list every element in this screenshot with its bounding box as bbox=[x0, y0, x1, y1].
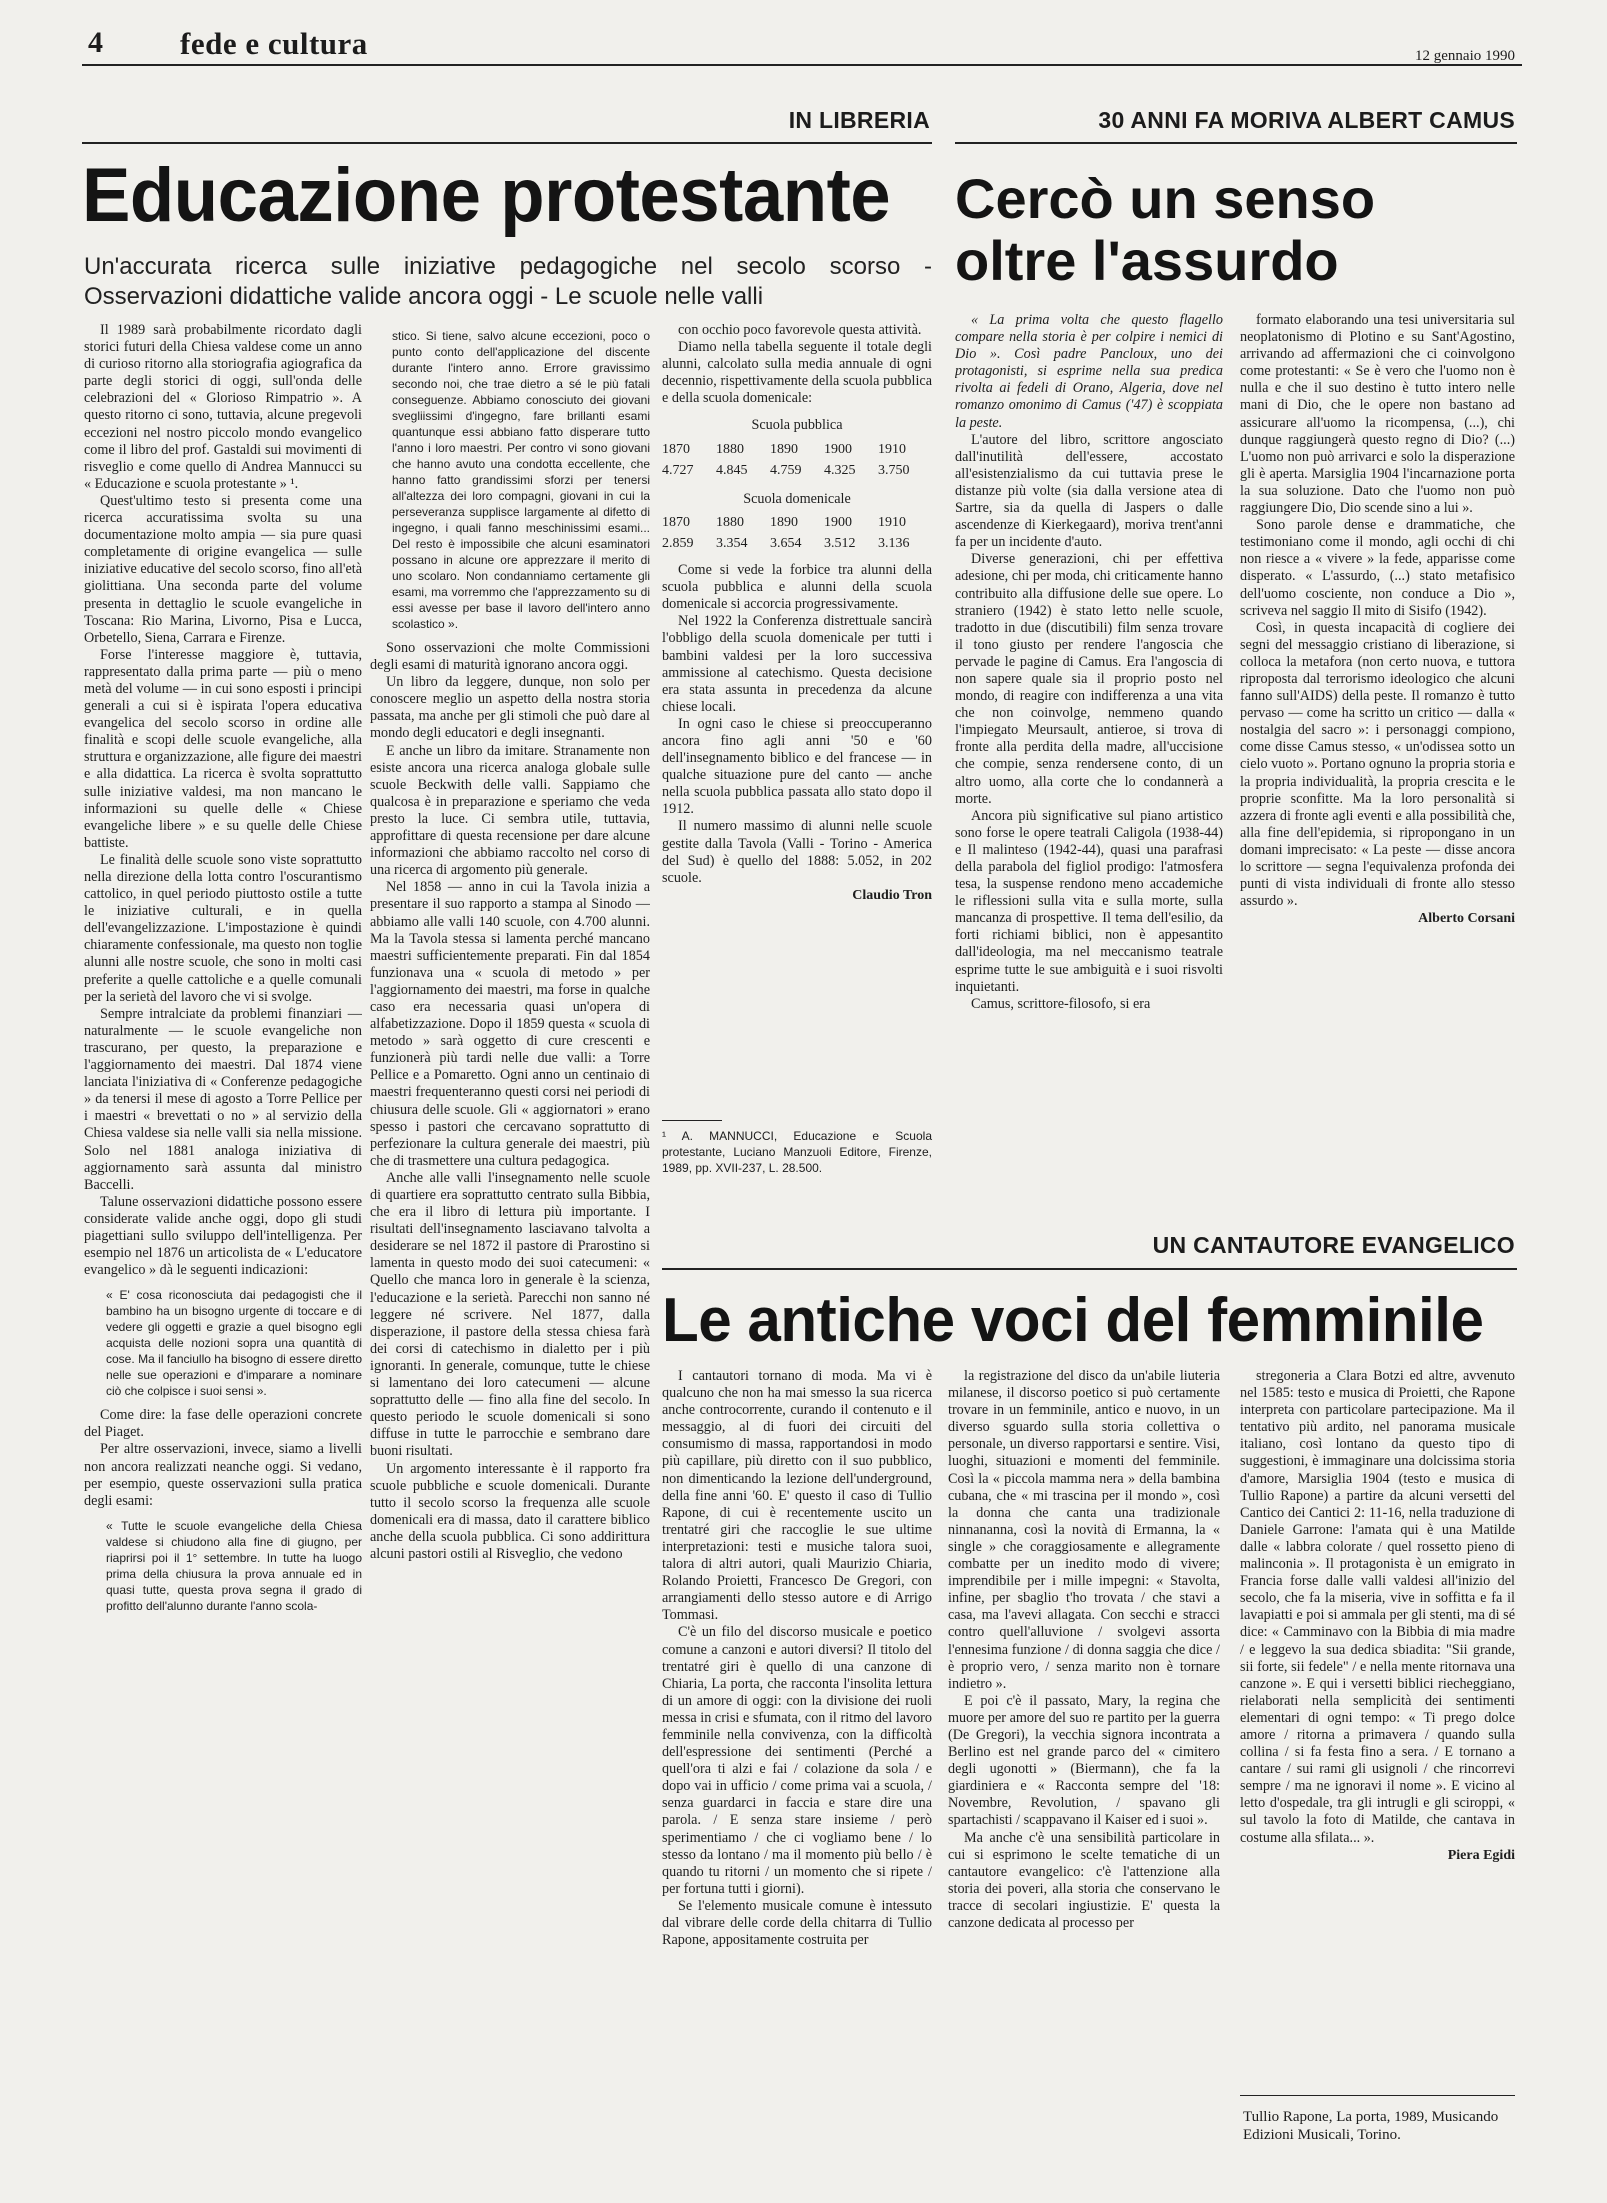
article1-paragraph: Le finalità delle scuole sono viste soprattutto nella direzione della lotta contro l'oscurantismo cattolico, in quel periodo piuttosto ostile a tutte le iniziative culturali, e in quella dell'evangelizzazione. L'impostazione è quindi chiaramente confessionale, ma questo non toglie alunni alle nostre scuole, che sono in molti casi preferite a quelle cattoliche e a quelle comunali per la serietà del lavoro che vi si svolge. bbox=[84, 851, 362, 1005]
article3-kicker-rule bbox=[662, 1268, 1517, 1270]
article1-deck: Un'accurata ricerca sulle iniziative pedagogiche nel secolo scorso - Osservazioni didattiche valide ancora oggi - Le scuole nelle valli bbox=[84, 253, 932, 310]
article3-paragraph: E poi c'è il passato, Mary, la regina che muore per amore del suo re partito per la guerra (De Gregori), la vecchia signora incontrata a Berlino est nel grande parco del « cimitero degli ugonotti » (Biermann), che fa la giardiniera e « Racconta sempre del '18: Novembre, Revolution, / spavano gli spartachisti / scappavano il Kaiser ed i suoi ». bbox=[948, 1692, 1220, 1829]
table-value-cell: 4.759 bbox=[770, 462, 802, 478]
article1-column-3 bbox=[662, 322, 932, 1112]
article1-paragraph: Il numero massimo di alunni nelle scuole gestite dalla Tavola (Valli - Torino - America del Sud) è quello del 1888: 5.052, in 202 scuole. bbox=[662, 818, 932, 886]
table-year-cell: 1870 bbox=[662, 441, 690, 457]
article1-paragraph: Nel 1858 — anno in cui la Tavola inizia a presentare il suo rapporto a stampa al Sinodo — abbiamo alle valli 140 scuole, con 4.700 alunni. Ma la Tavola stessa si lamenta perché mancano maestri sufficientemente preparati. Fin dal 1854 funzionava una « scuola di metodo » per l'aggiornamento dei maestri, ma forse in qualche caso era necessaria quasi un'opera di alfabetizzazione. Dopo il 1859 questa « scuola di metodo » sarà oggetto di cure crescenti e funzionerà più tardi nelle due valli: a Torre Pellice e a Pomaretto. Ogni anno un centinaio di maestri frequenteranno questi corsi nei periodi di chiusura delle scuole. Gli « aggiornatori » erano spesso i pastori che cercavano soprattutto di perfezionare la cultura generale dei maestri, più che di trasmettere una cultura pedagogica. bbox=[370, 879, 650, 1169]
article2-headline-line2: oltre l'assurdo bbox=[955, 229, 1339, 292]
table-year-cell: 1890 bbox=[770, 514, 798, 530]
article1-paragraph: Un libro da leggere, dunque, non solo per conoscere meglio un aspetto della nostra storia passata, ma anche per gli stimoli che può dare al mondo degli educatori e degli insegnanti. bbox=[370, 674, 650, 742]
article1-kicker-rule bbox=[82, 142, 932, 144]
table-year-cell: 1900 bbox=[824, 514, 852, 530]
article2-paragraph: Sono parole dense e drammatiche, che testimoniano come il mondo, agli occhi di chi non riesce a « vivere » la fede, apparisse come disperato. « L'assurdo, (...) stato metafisico dell'uomo cosciente, non conduce a Dio », scriveva nel saggio Il mito di Sisifo (1942). bbox=[1240, 517, 1515, 619]
table-value-cell: 3.354 bbox=[716, 535, 748, 551]
article1-kicker: IN LIBRERIA bbox=[788, 107, 930, 133]
article1-paragraph: Sempre intralciate da problemi finanziari — naturalmente — le scuole evangeliche non trascurano, per questo, la preparazione e l'aggiornamento dei maestri. Dal 1874 viene lanciata l'iniziativa di « Conferenze pedagogiche » da tenersi il mese di agosto a Torre Pellice per i maestri « brevettati o no » al servizio della Chiesa valdese sia nelle valli sia nella missione. Solo nel 1881 analoga iniziativa di aggiornamento sarà assunta dal ministro Baccelli. bbox=[84, 1005, 362, 1193]
article1-footnote: ¹ A. MANNUCCI, Educazione e Scuola protestante, Luciano Manzuoli Editore, Firenze, 1989, pp. XVII-237, L. 28.500. bbox=[662, 1129, 932, 1175]
article2-column-1 bbox=[955, 312, 1223, 1212]
article3-headline: Le antiche voci del femminile bbox=[662, 1286, 1484, 1355]
article1-quote: stico. Si tiene, salvo alcune eccezioni, poco o punto conto dell'applicazione del discente durante l'intero anno. Errore gravissimo secondo noi, che trae dietro a sé le più fatali conseguenze. Abbiamo conosciuto dei giovani svegliissimi d'ingegno, fare brillanti esami quantunque essi abbiano fatto disperare tutto l'anno i loro maestri. Per contro vi sono giovani che hanno avuto una condotta eccellente, che hanno fatto grandissimi sforzi per tenersi all'altezza dei loro compagni, giovani in cui la perseveranza supplisce largamente al difetto di ingegno, i quali fanno meschinissimi esami... Del resto è impossibile che alcuni esaminatori possano in alcune ore apprezzare il merito di uno scolaro. Non condanniamo certamente gli esami, ma vorremmo che l'apprezzamento su di essi avesse per base il lavoro dell'intero anno scolastico ». bbox=[392, 329, 650, 631]
article2-headline-line1: Cercò un senso bbox=[955, 167, 1376, 230]
table-title-public: Scuola pubblica bbox=[751, 417, 843, 434]
table-year-cell: 1910 bbox=[878, 514, 906, 530]
table-value-cell: 3.654 bbox=[770, 535, 802, 551]
article1-paragraph: Per altre osservazioni, invece, siamo a livelli non ancora realizzati neanche oggi. Si vedano, per esempio, queste osservazioni sulla pratica degli esami: bbox=[84, 1441, 362, 1509]
article3-column-1 bbox=[662, 1368, 932, 2194]
article2-paragraph: Così, in questa incapacità di cogliere dei segni del messaggio cristiano di liberazione, si colloca la metafora (non certo nuova, e tuttora riproposta dal terrorismo ideologico che alcuni fanno sull'AIDS) della peste. Il romanzo è tutto pervaso — come ha scritto un critico — dalla « nostalgia del sacro »: i personaggi compiono, come disse Camus stesso, « un'odissea sotto un cielo vuoto ». Portano ognuno la propria storia e la propria individualità, la propria crescita e le proprie sconfitte. Ma la loro personalità si azzera di fronte agli eventi e alla possibilità che, alla fine dell'epidemia, si ripropongano in un domani imprecisato: « La peste — disse ancora lo scrittore — segna l'equivalenza profonda dei punti di vista individuali di fronte allo stesso assurdo ». bbox=[1240, 619, 1515, 910]
article1-column-1 bbox=[84, 322, 362, 2192]
article1-paragraph: Un argomento interessante è il rapporto fra scuole pubbliche e scuole domenicali. Durante tutto il secolo scorso la frequenza alle scuole domenicali era di massa, dato il carattere biblico anche della scuola pubblica. Ci sono addirittura alcuni pastori ostili al Risveglio, che vedono bbox=[370, 1460, 650, 1562]
table-year-cell: 1880 bbox=[716, 514, 744, 530]
table-year-cell: 1880 bbox=[716, 441, 744, 457]
table-sunday-school bbox=[662, 512, 932, 554]
article3-paragraph: C'è un filo del discorso musicale e poetico comune a canzoni e autori diversi? Il titolo del trentatré giri è quello di una canzone di Chiaria, La porta, che racconta l'insolita lettura di un amore di oggi: con la divisione dei ruoli messa in crisi e sfumata, con il ritmo del lavoro femminile nella convivenza, con la difficoltà dell'espressione dei sentimenti (Perché a quell'ora ti alzi e fai / colazione da sola / e dopo vai in ufficio / come prima vai a scuola, / senza guardarci in faccia e stare dire una parola. / E senza stare insieme / però sperimentiamo / che ci vogliamo bene / lo stesso da lontano / ma il momento più bello / è quando tu ritorni / un momento che si ripete / per fortuna tutti i giorni). bbox=[662, 1624, 932, 1897]
table-title-sunday: Scuola domenicale bbox=[743, 490, 851, 507]
masthead-rule bbox=[82, 64, 1522, 66]
table-value-cell: 3.136 bbox=[878, 535, 910, 551]
article2-paragraph: Camus, scrittore-filosofo, si era bbox=[971, 995, 1151, 1012]
article1-paragraph: Forse l'interesse maggiore è, tuttavia, rappresentato dalla prima parte — più o meno metà del volume — in cui sono esposti i principi generali a cui si è ispirata l'opera educativa evangelica del secolo scorso in ordine alle finalità e scopi delle scuole evangeliche, alla struttura e organizzazione, alle figure dei maestri e alla didattica. La ricerca è svolta soprattutto sulle iniziative valdesi, ma non mancano le informazioni su quelle delle « Chiese evangeliche libere » e su quelle delle Chiese battiste. bbox=[84, 646, 362, 851]
article3-paragraph: stregoneria a Clara Botzi ed altre, avvenuto nel 1585: testo e musica di Proietti, che Rapone interpreta con particolare partecipazione. Ma il tentativo più ardito, nel panorama musicale italiano, così lontano da questo tipo di suggestioni, è immaginare una dolcissima storia d'amore, Marsiglia 1904 (testo e musica di Tullio Rapone) a partire da alcuni versetti del Cantico dei Cantici 2: 11-16, nella traduzione di Daniele Garrone: l'amata qui è una Matilde dalle « labbra colorate / quel rossetto pieno di malinconia ». Il protagonista è un emigrato in Francia forse dalle valli valdesi all'inizio del secolo, che fa la miseria, vive in soffitta e fa il lavapiatti e poi si ammala per gli stenti, ma di sé dice: « Camminavo con la Bibbia di mia madre / e leggevo la sua dedica sbiadita: "Sii grande, sii forte, sii fedele" / e nella mente ritornava una canzone ». E qui i versetti biblici riecheggiano, rielaborati nella semplicità dei sentimenti elementari di ogni tempo: « Ti prego dolce amore / ritorna a primavera / quando sulla collina / si fa festa fino a sera. / E tornano a cantare / sui rami gli usignoli / che rincorrevi sempre / ma ne ignoravi il nome ». E vicino al letto d'ospedale, tra gli intrugli e gli sciroppi, « sul tavolo la foto di Matilde, che cantava in costume alla sfilata... ». bbox=[1240, 1368, 1515, 1846]
footnote-rule bbox=[662, 1120, 722, 1121]
table-value-cell: 4.325 bbox=[824, 462, 856, 478]
table-year-cell: 1910 bbox=[878, 441, 906, 457]
article1-paragraph: Come dire: la fase delle operazioni concrete del Piaget. bbox=[84, 1407, 362, 1441]
article1-quote: « E' cosa riconosciuta dai pedagogisti che il bambino ha un bisogno urgente di toccare e di vedere gli oggetti e grazie a quel bisogno egli acquista delle nozioni sopra una quantità di cose. Ma il fanciullo ha bisogno di essere diretto nelle sue operazioni e d'imparare a nominare ciò che colpisce i suoi sensi ». bbox=[106, 1288, 362, 1399]
table-year-cell: 1870 bbox=[662, 514, 690, 530]
table-value-cell: 4.845 bbox=[716, 462, 748, 478]
article1-paragraph: E anche un libro da imitare. Stranamente non esiste ancora una ricerca analoga globale sulle scuole Beckwith delle valli. Sappiamo che qualcosa è in preparazione e speriamo che veda presto la luce. Ci sembra utile, tuttavia, approfittare di questa recensione per dare alcune informazioni che abbiamo raccolto nel corso di una ricerca di argomento più generale. bbox=[370, 742, 650, 879]
article3-paragraph: I cantautori tornano di moda. Ma vi è qualcuno che non ha mai smesso la sua ricerca anche controcorrente, curando il contenuto e il messaggio, al di fuori dei circuiti del consumismo di massa, rapportandosi in modo più capillare, più diretto con il suo pubblico, non dimenticando la lezione dell'underground, della fine anni '60. E' questo il caso di Tullio Rapone, di cui è recentemente uscito un trentatré giri che raccoglie le sue ultime interpretazioni: testi e musiche talora suoi, talora di altri autori, quali Maurizio Chiaria, Rolando Proietti, Francesco De Gregori, con arrangiamenti dello stesso autore e di Arrigo Tommasi. bbox=[662, 1368, 932, 1624]
credit-rule bbox=[1240, 2095, 1515, 2096]
article2-kicker: 30 ANNI FA MORIVA ALBERT CAMUS bbox=[1098, 107, 1515, 133]
article3-column-2 bbox=[948, 1368, 1220, 2194]
article2-paragraph: formato elaborando una tesi universitaria sul neoplatonismo di Plotino e su Sant'Agostino, arrivando ad affermazioni che ci coinvolgono come protestanti: « Se è vero che l'uomo non è nulla e che il suo destino è tutto intero nelle mani di Dio, che le opere non bastano ad assicurare all'uomo la ricompensa, (...), chi dunque raggiungerà questo regno di Dio? (...) L'uomo non può arrivarci e solo la disperazione gli è aperta. Marsiglia 1904 l'incarnazione porta la sua soluzione. Dato che l'uomo non può raggiungere Dio, Dio scende sino a lui ». bbox=[1240, 312, 1515, 517]
article3-column-3 bbox=[1240, 1368, 1515, 2090]
article3-paragraph: Se l'elemento musicale comune è intessuto dal vibrare delle corde della chitarra di Tullio Rapone, appositamente costruita per bbox=[662, 1897, 932, 1949]
article2-paragraph: « La prima volta che questo flagello compare nella storia è per colpire i nemici di Dio ». Così padre Pancloux, uno dei protagonisti, si esprime nella sua predica rivolta ai fedeli di Orano, Algeria, dove nel romanzo omonimo di Camus ('47) è scoppiata la peste. bbox=[955, 312, 1223, 431]
page-number: 4 bbox=[88, 26, 103, 59]
article2-paragraph: Ancora più significative sul piano artistico sono forse le opere teatrali Caligola (1938-44) e Il malinteso (1942-44), quasi una parafrasi della parabola del figliol prodigo: l'atmosfera tesa, la suspense rendono meno accademiche le riflessioni sulla vita e sulla morte, sulla mancanza di prospettive. Il tema dell'esilio, da forti richiami biblici, non è appesantito dall'ideologia, ma nel meccanismo teatrale esprime tutte le sue ambiguità e i suoi risvolti inquietanti. bbox=[955, 807, 1223, 995]
article1-paragraph: con occhio poco favorevole questa attività. bbox=[678, 322, 922, 338]
article1-paragraph: Sono osservazioni che molte Commissioni degli esami di maturità ignorano ancora oggi. bbox=[370, 640, 650, 674]
issue-date: 12 gennaio 1990 bbox=[1415, 48, 1515, 64]
article2-column-2 bbox=[1240, 312, 1515, 1212]
table-value-cell: 2.859 bbox=[662, 535, 694, 551]
article3-kicker: UN CANTAUTORE EVANGELICO bbox=[1152, 1232, 1515, 1258]
article1-signature: Claudio Tron bbox=[852, 887, 932, 903]
article1-paragraph: Come si vede la forbice tra alunni della scuola pubblica e alunni della scuola domenicale si accorcia progressivamente. bbox=[662, 562, 932, 613]
article1-paragraph: Talune osservazioni didattiche possono essere considerate valide anche oggi, dopo gli studi piagettiani sullo sviluppo dell'intelligenza. Per esempio nel 1876 un articolista de « L'educatore evangelico » dà le seguenti indicazioni: bbox=[84, 1193, 362, 1279]
section-title: fede e cultura bbox=[180, 26, 368, 61]
table-year-cell: 1890 bbox=[770, 441, 798, 457]
article2-signature: Alberto Corsani bbox=[1418, 911, 1515, 927]
album-credit: Tullio Rapone, La porta, 1989, Musicando Edizioni Musicali, Torino. bbox=[1243, 2109, 1499, 2143]
article1-paragraph: Nel 1922 la Conferenza distrettuale sancirà l'obbligo della scuola domenicale per tutti i bambini valdesi per la loro successiva ammissione al catechismo. Questa decisione era stata assunta in precedenza da alcune chiese locali. bbox=[662, 613, 932, 715]
article2-paragraph: Diverse generazioni, chi per effettiva adesione, chi per moda, chi criticamente hanno contribuito alla diffusione delle sue opere. Lo straniero (1942) è stato letto nelle scuole, tradotto in due (discutibili) film senza trovare il tono giusto per rendere l'angoscia che pervade le pagine di Camus. Era l'angoscia di non sapere quale sia il proprio posto nel mondo, di reagire con indifferenza a una vita che non coinvolge, nemmeno quando l'impiegato Meursault, antieroe, si trova di fronte alla perdita della madre, all'uccisione che compie, senza rendersene conto, di un altro uomo, alla corte che lo condannerà a morte. bbox=[955, 551, 1223, 807]
article1-quote: « Tutte le scuole evangeliche della Chiesa valdese si chiudono alla fine di giugno, per riaprirsi poi il 1° settembre. In tutte ha luogo prima della chiusura la prova annuale ed in quasi tutte, questa prova segna il grado di profitto dell'alunno durante l'anno scola- bbox=[106, 1518, 362, 1613]
table-value-cell: 3.512 bbox=[824, 535, 856, 551]
table-year-cell: 1900 bbox=[824, 441, 852, 457]
article3-paragraph: la registrazione del disco da un'abile liuteria milanese, il discorso poetico si può certamente trovare in un femminile, antico e nuovo, in un diverso sguardo sulla storia collettiva o personale, un diverso rapportarsi e sentire. Visi, luoghi, situazioni e momenti del femminile. Così la « piccola mamma nera » della bambina cubana, che « mi trascina per il mondo », così la donna che canta una tradizionale ninnananna, così la novità di Ermanna, la « single » che coraggiosamente e allegramente combatte per un inedito modo di vivere; imprendibile per i mille impegni: « Stavolta, infine, per sbaglio t'ho trovata / che stavi a casa, ma l'avevi allagata. Con secchi e stracci contro quell'alluvione / svolgevi assorta l'ennesima funzione / di donna saggia che dice / è proprio vero, / senza marito non è tornare indietro ». bbox=[948, 1368, 1220, 1692]
article1-paragraph: Diamo nella tabella seguente il totale degli alunni, calcolato sulla media annuale di ogni decennio, rispettivamente della scuola pubblica e della scuola domenicale: bbox=[662, 339, 932, 407]
table-value-cell: 4.727 bbox=[662, 462, 694, 478]
article3-signature: Piera Egidi bbox=[1447, 1847, 1515, 1863]
article1-paragraph: Quest'ultimo testo si presenta come una ricerca accuratissima svolta su una documentazione molto ampia — sia pure quasi completamente di origine evangelica — sulle iniziative educative del secolo scorso, fino all'età giolittiana. Una seconda parte del volume presenta in dettaglio le scuole evangeliche in Toscana: Rio Marina, Livorno, Pisa e Lucca, Orbetello, Siena, Carrara e Firenze. bbox=[84, 492, 362, 646]
article3-paragraph: Ma anche c'è una sensibilità particolare in cui si esprimono le scelte tematiche di un cantautore evangelico: c'è l'attenzione alla storia dei poveri, alla storia che conservano le tracce di secolari ingiustizie. E' questa la canzone dedicata al processo per bbox=[948, 1829, 1220, 1931]
article1-paragraph: Anche alle valli l'insegnamento nelle scuole di quartiere era soprattutto centrato sulla Bibbia, che era il libro di lettura più importante. I risultati dell'insegnamento lasciavano talvolta a desiderare se nel 1872 il pastore di Prarostino si lamenta in questo modo dei suoi catecumeni: « Quello che manca loro in generale è la scienza, l'educazione e la serietà. Parecchi non sanno né leggere né scrivere. Nel 1877, dalla disperazione, il pastore della stessa chiesa farà dei corsi di catechismo in dialetto per i più ignoranti. In generale, comunque, tutte le chiese si lamentano dei loro catecumeni — alcune soprattutto delle — fino alla fine del secolo. In questo periodo le scuole domenicali si sono diffuse in tutte le parrocchie e sembrano dare buoni risultati. bbox=[370, 1169, 650, 1460]
table-value-cell: 3.750 bbox=[878, 462, 910, 478]
article1-paragraph: In ogni caso le chiese si preoccuperanno ancora fino agli anni '50 e '60 dell'insegnamento biblico e del francese — in qualche situazione pure del canto — anche nella scuola pubblica passata allo stato dopo il 1912. bbox=[662, 715, 932, 818]
article1-paragraph: Il 1989 sarà probabilmente ricordato dagli storici futuri della Chiesa valdese come un anno di curioso ritorno alla storiografia agiografica da parte degli storici di oggi, sull'onda delle celebrazioni del « Glorioso Rimpatrio ». A questo ritorno ci sono, tuttavia, alcune pregevoli eccezioni nel nostro piccolo mondo evangelico come il libro del prof. Gastaldi sui movimenti di risveglio e come quello di Andrea Mannucci su « Educazione e scuola protestante » ¹. bbox=[84, 322, 362, 492]
table-public-school bbox=[662, 439, 932, 481]
article2-paragraph: L'autore del libro, scrittore angosciato dall'inutilità dell'essere, accostato all'esistenzialismo da cui tuttavia prese le distanze più volte (sia dalla versione atea di Sartre, sia da quella di Jaspers o dalle ascendenze di Kierkegaard), moriva trent'anni fa per un incidente d'auto. bbox=[955, 431, 1223, 551]
article2-kicker-rule bbox=[955, 142, 1517, 144]
article1-column-2 bbox=[370, 322, 650, 2192]
article1-headline: Educazione protestante bbox=[82, 153, 891, 238]
